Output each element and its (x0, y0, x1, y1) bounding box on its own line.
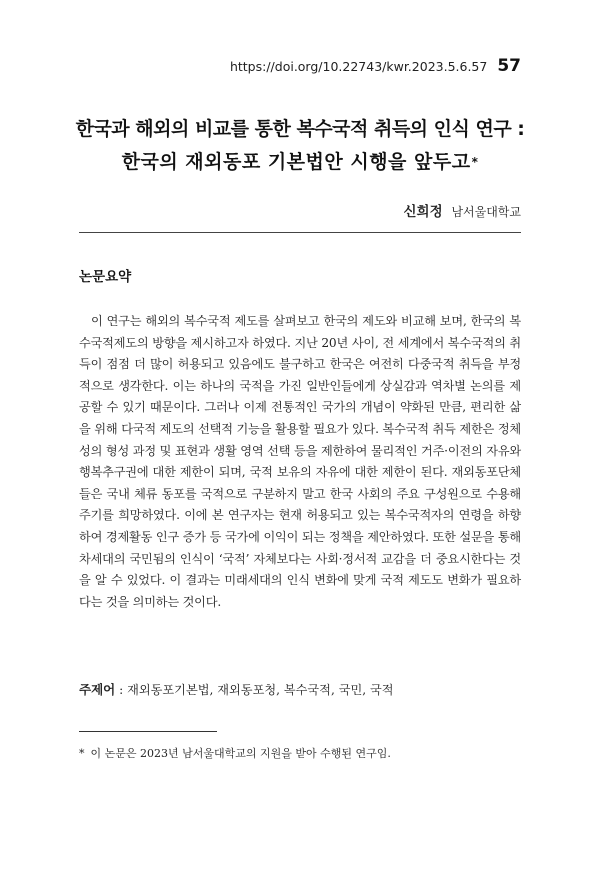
author-line (403, 200, 521, 220)
keywords-label: 주제어 (79, 682, 116, 697)
page-number: 57 (497, 56, 521, 76)
footnote-divider (79, 731, 217, 732)
keywords-line (79, 680, 521, 698)
keywords-separator: : (115, 683, 128, 697)
footnote (79, 745, 391, 761)
title-footnote-mark[interactable]: * (471, 155, 479, 169)
title-divider (79, 232, 521, 233)
title-block (60, 114, 540, 174)
author-name: 신희정 (403, 204, 443, 220)
abstract-heading: 논문요약 (79, 269, 132, 285)
abstract-body: 이 연구는 해외의 복수국적 제도를 살펴보고 한국의 제도와 비교해 보며, 한국의 복수국적제도의 방향을 제시하고자 하였다. 지난 20년 사이, 전 세계에서 복수국적의 취득이 점점 더 많이 허용되고 있음에도 불구하고 한국은 여전히 다중국적 취득을 부정적으로 생각한다. 이는 하나의 국적을 가진 일반인들에게 상실감과 역차별 논의를 제공할 수 있기 때문이다. 그러나 이제 전통적인 국가의 개념이 약화된 만큼, 편리한 삶을 위해 다국적 제도의 선택적 기능을 활용할 필요가 있다. 복수국적 취득 제한은 정체성의 형성 과정 및 표현과 생활 영역 선택 등을 제한하여 물리적인 거주·이전의 자유와 행복추구권에 대한 제한이 되며, 국적 보유의 자유에 대한 제한이 된다. 재외동포단체들은 국내 체류 동포를 국적으로 구분하지 말고 한국 사회의 주요 구성원으로 수용해 주기를 희망하였다. 이에 본 연구자는 현재 허용되고 있는 복수국적자의 연령을 하향하여 경제활동 인구 증가 등 국가에 이익이 되는 정책을 제안하였다. 또한 설문을 통해 차세대의 국민됨의 인식이 ‘국적’ 자체보다는 사회·정서적 교감을 더 중요시한다는 것을 알 수 있었다. 이 결과는 미래세대의 인식 변화에 맞게 국적 제도도 변화가 필요하다는 것을 의미하는 것이다. (79, 314, 521, 609)
keywords-terms: 재외동포기본법, 재외동포청, 복수국적, 국민, 국적 (127, 683, 394, 697)
paper-subtitle (60, 147, 540, 174)
paper-subtitle-text: 한국의 재외동포 기본법안 시행을 앞두고 (121, 151, 471, 173)
footnote-mark: * (79, 747, 85, 760)
doi-link[interactable]: https://doi.org/10.22743/kwr.2023.5.6.57 (229, 59, 488, 74)
paper-title: 한국과 해외의 비교를 통한 복수국적 취득의 인식 연구 : (75, 118, 525, 140)
running-header (230, 56, 521, 76)
footnote-text: 이 논문은 2023년 남서울대학교의 지원을 받아 수행된 연구임. (90, 747, 391, 760)
author-affiliation: 남서울대학교 (451, 205, 521, 219)
